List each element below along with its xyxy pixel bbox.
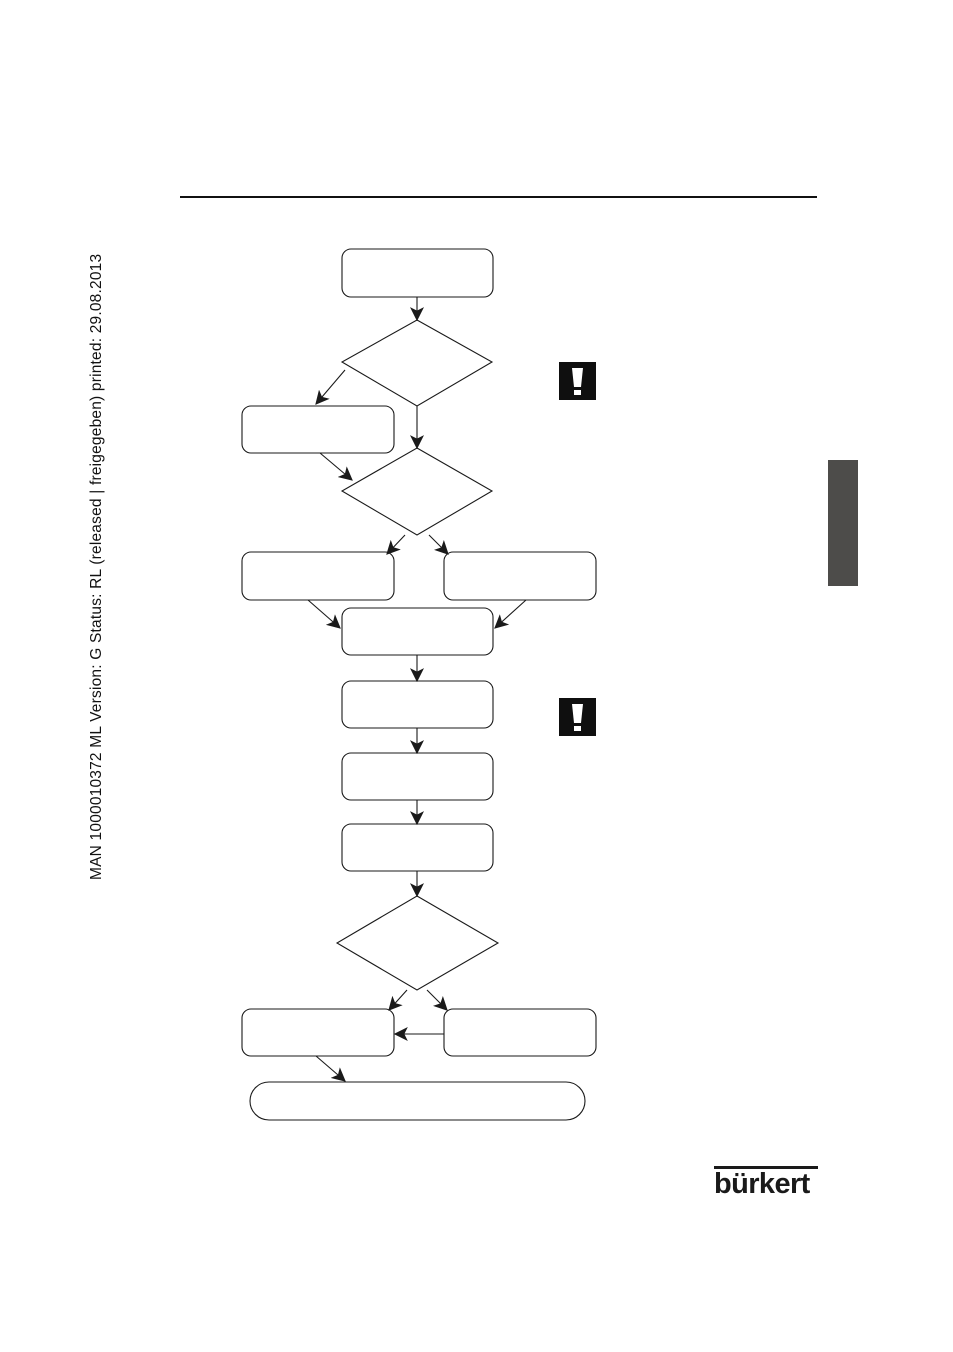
connector	[308, 600, 340, 628]
connector	[320, 453, 352, 480]
connector	[427, 990, 447, 1010]
burkert-logo	[714, 1166, 818, 1200]
connector	[387, 535, 405, 554]
step-box-2	[342, 681, 493, 728]
step-box-1	[342, 249, 493, 297]
merge-box-1	[342, 608, 493, 655]
step-box-3	[342, 753, 493, 800]
decision-diamond-2	[342, 448, 492, 535]
end-box	[250, 1082, 585, 1120]
connector	[495, 600, 526, 628]
connector	[316, 1056, 345, 1081]
connector	[389, 990, 407, 1010]
branch-box-left-2	[242, 1009, 394, 1056]
connector	[316, 370, 345, 404]
brand-wordmark: bürkert	[714, 1168, 810, 1200]
warning-exclamation-icon	[559, 698, 596, 736]
decision-diamond-1	[342, 320, 492, 406]
branch-box-left-1	[242, 552, 394, 600]
step-box-4	[342, 824, 493, 871]
branch-box-right-1	[444, 552, 596, 600]
document-metadata: MAN 1000010372 ML Version: G Status: RL (released | freigegeben) printed: 29.08.2013	[88, 253, 105, 880]
side-step-box-left-1	[242, 406, 394, 453]
branch-box-right-2	[444, 1009, 596, 1056]
connector	[429, 535, 448, 554]
warning-exclamation-icon	[559, 362, 596, 400]
decision-diamond-3	[337, 896, 498, 990]
